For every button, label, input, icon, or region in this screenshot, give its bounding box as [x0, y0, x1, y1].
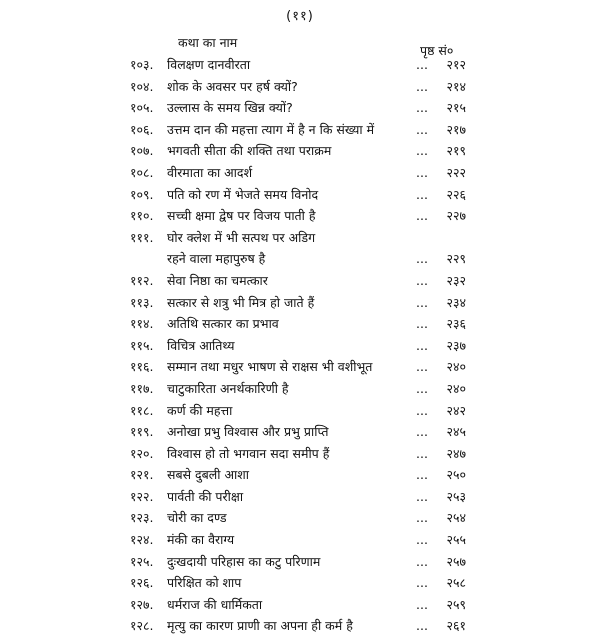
list-item	[0, 400, 600, 422]
leader-dots: ...	[416, 553, 428, 569]
entry-title	[167, 54, 412, 76]
list-item	[0, 119, 600, 141]
leader-dots: ...	[416, 294, 428, 310]
entry-number: १२७.	[130, 596, 154, 612]
leader-dots: ...	[416, 532, 428, 548]
entry-title	[167, 443, 412, 465]
entry-number: १११.	[130, 229, 154, 245]
list-item	[0, 594, 600, 616]
entry-number: ११९.	[130, 424, 154, 440]
entry-number: ११५.	[130, 337, 154, 353]
entry-title-line: अतिथि सत्कार का प्रभाव	[167, 316, 279, 332]
list-item	[0, 97, 600, 119]
entry-number: ११४.	[130, 316, 154, 332]
table-of-contents	[0, 54, 600, 637]
leader-dots: ...	[416, 488, 428, 504]
leader-dots: ...	[416, 618, 428, 634]
list-item	[0, 313, 600, 335]
list-item	[0, 443, 600, 465]
entry-title-line: सबसे दुबली आशा	[167, 467, 249, 483]
entry-page-number: २५४	[446, 510, 466, 526]
entry-number: १०६.	[130, 121, 154, 137]
entry-number: १२४.	[130, 532, 154, 548]
entry-number: १२२.	[130, 488, 154, 504]
entry-number: ११७.	[130, 380, 154, 396]
entry-page-number: २२९	[446, 251, 466, 267]
entry-title-line: विलक्षण दानवीरता	[167, 57, 251, 72]
entry-page-number: २२२	[446, 164, 466, 180]
entry-title	[167, 356, 412, 378]
list-item	[0, 507, 600, 529]
entry-title	[167, 270, 412, 292]
entry-number: ११२.	[130, 272, 154, 288]
entry-title	[167, 162, 412, 184]
entry-title-line: विश्वास हो तो भगवान सदा समीप हैं	[167, 445, 330, 461]
page-number: (११)	[286, 9, 314, 24]
entry-title-line: सम्मान तथा मधुर भाषण से राक्षस भी वशीभूत	[167, 359, 373, 375]
entry-title	[167, 313, 412, 335]
leader-dots: ...	[416, 208, 428, 224]
column-header-title: कथा का नाम	[178, 35, 238, 50]
entry-page-number: २३२	[446, 272, 466, 288]
list-item	[0, 227, 600, 270]
leader-dots: ...	[416, 575, 428, 591]
entry-page-number: २५०	[446, 467, 466, 483]
entry-title-line: उल्लास के समय खिन्न क्यों?	[167, 100, 293, 116]
entry-page-number: २४२	[446, 402, 466, 418]
entry-title-line: पति को रण में भेजते समय विनोद	[167, 186, 319, 202]
entry-page-number: २४७	[446, 445, 466, 461]
list-item	[0, 54, 600, 76]
list-item	[0, 378, 600, 400]
entry-number: ११६.	[130, 359, 154, 375]
entry-title-line: सच्ची क्षमा द्वेष पर विजय पाती है	[167, 208, 316, 224]
list-item	[0, 292, 600, 314]
entry-number: १०५.	[130, 100, 154, 116]
entry-title	[167, 464, 412, 486]
entry-title-line: वीरमाता का आदर्श	[167, 164, 253, 180]
list-item	[0, 464, 600, 486]
leader-dots: ...	[416, 445, 428, 461]
entry-title-line: अनोखा प्रभु विश्वास और प्रभु प्राप्ति	[167, 424, 329, 440]
leader-dots: ...	[416, 78, 428, 94]
leader-dots: ...	[416, 380, 428, 396]
leader-dots: ...	[416, 467, 428, 483]
column-header-page: पृष्ठ सं०	[420, 43, 454, 58]
entry-title-line: चोरी का दण्ड	[167, 510, 227, 526]
leader-dots: ...	[416, 272, 428, 288]
leader-dots: ...	[416, 359, 428, 375]
entry-page-number: २३६	[446, 316, 466, 332]
entry-title	[167, 507, 412, 529]
leader-dots: ...	[416, 251, 428, 267]
entry-page-number: २१४	[446, 78, 466, 94]
entry-page-number: २६१	[446, 618, 466, 634]
entry-title-line: सत्कार से शत्रु भी मित्र हो जाते हैं	[167, 294, 315, 310]
entry-title	[167, 335, 412, 357]
entry-title-line: मृत्यु का कारण प्राणी का अपना ही कर्म है	[167, 618, 353, 634]
entry-title	[167, 486, 412, 508]
entry-title-line: शोक के अवसर पर हर्ष क्यों?	[167, 78, 298, 94]
entry-page-number: २४०	[446, 380, 466, 396]
entry-title-line: चाटुकारिता अनर्थकारिणी है	[167, 380, 289, 396]
entry-number: १२०.	[130, 445, 154, 461]
entry-title-line: धर्मराज की धार्मिकता	[167, 596, 263, 612]
entry-page-number: २५८	[446, 575, 466, 591]
leader-dots: ...	[416, 337, 428, 353]
entry-title-line: विचित्र आतिथ्य	[167, 337, 235, 353]
entry-page-number: २१९	[446, 143, 466, 159]
entry-title	[167, 400, 412, 422]
entry-title	[167, 97, 412, 119]
leader-dots: ...	[416, 402, 428, 418]
entry-number: १०४.	[130, 78, 154, 94]
entry-title	[167, 615, 412, 637]
entry-title	[167, 378, 412, 400]
entry-title	[167, 227, 412, 270]
entry-title-line: पार्वती की परीक्षा	[167, 488, 244, 504]
entry-page-number: २४०	[446, 359, 466, 375]
entry-title-line: दुःखदायी परिहास का कटु परिणाम	[167, 553, 321, 569]
entry-number: १०७.	[130, 143, 154, 159]
entry-number: १२६.	[130, 575, 154, 591]
entry-title	[167, 551, 412, 573]
entry-number: १०३.	[130, 57, 154, 72]
entry-title	[167, 76, 412, 98]
leader-dots: ...	[416, 596, 428, 612]
entry-title	[167, 119, 412, 141]
leader-dots: ...	[416, 100, 428, 116]
entry-page-number: २२७	[446, 208, 466, 224]
list-item	[0, 270, 600, 292]
leader-dots: ...	[416, 57, 428, 72]
entry-number: ११०.	[130, 208, 154, 224]
list-item	[0, 572, 600, 594]
leader-dots: ...	[416, 121, 428, 137]
leader-dots: ...	[416, 143, 428, 159]
entry-title-line: परिक्षित को शाप	[167, 575, 242, 591]
leader-dots: ...	[416, 424, 428, 440]
entry-number: १२३.	[130, 510, 154, 526]
entry-number: १०९.	[130, 186, 154, 202]
entry-title-line: घोर क्लेश में भी सत्पथ पर अडिग	[167, 229, 316, 245]
leader-dots: ...	[416, 164, 428, 180]
entry-page-number: २३७	[446, 337, 466, 353]
entry-title	[167, 292, 412, 314]
entry-page-number: २३४	[446, 294, 466, 310]
entry-page-number: २५३	[446, 488, 466, 504]
list-item	[0, 335, 600, 357]
entry-page-number: २१५	[446, 100, 466, 116]
leader-dots: ...	[416, 510, 428, 526]
list-item	[0, 486, 600, 508]
entry-title-line: मंकी का वैराग्य	[167, 532, 235, 548]
entry-title-line: सेवा निष्ठा का चमत्कार	[167, 272, 268, 288]
entry-title-line: उत्तम दान की महत्ता त्याग में है न कि संख्या में	[167, 121, 375, 137]
entry-title	[167, 184, 412, 206]
list-item	[0, 205, 600, 227]
entry-title	[167, 205, 412, 227]
entry-title	[167, 594, 412, 616]
list-item	[0, 76, 600, 98]
entry-number: १२१.	[130, 467, 154, 483]
list-item	[0, 529, 600, 551]
entry-title-line: कर्ण की महत्ता	[167, 402, 233, 418]
list-item	[0, 551, 600, 573]
entry-number: ११३.	[130, 294, 154, 310]
list-item	[0, 162, 600, 184]
entry-title-line: भगवती सीता की शक्ति तथा पराक्रम	[167, 143, 332, 159]
entry-number: १२५.	[130, 553, 154, 569]
entry-page-number: २५९	[446, 596, 466, 612]
entry-title	[167, 421, 412, 443]
entry-page-number: २१२	[446, 57, 466, 72]
list-item	[0, 140, 600, 162]
entry-page-number: २४५	[446, 424, 466, 440]
entry-page-number: २५५	[446, 532, 466, 548]
entry-title	[167, 572, 412, 594]
list-item	[0, 421, 600, 443]
entry-title	[167, 529, 412, 551]
entry-page-number: २५७	[446, 553, 466, 569]
list-item	[0, 356, 600, 378]
entry-page-number: २१७	[446, 121, 466, 137]
entry-number: ११८.	[130, 402, 154, 418]
list-item	[0, 184, 600, 206]
entry-number: १०८.	[130, 164, 154, 180]
entry-page-number: २२६	[446, 186, 466, 202]
entry-title-continuation: रहने वाला महापुरुष है	[167, 251, 266, 267]
leader-dots: ...	[416, 316, 428, 332]
leader-dots: ...	[416, 186, 428, 202]
entry-number: १२८.	[130, 618, 154, 634]
entry-title	[167, 140, 412, 162]
list-item	[0, 615, 600, 637]
